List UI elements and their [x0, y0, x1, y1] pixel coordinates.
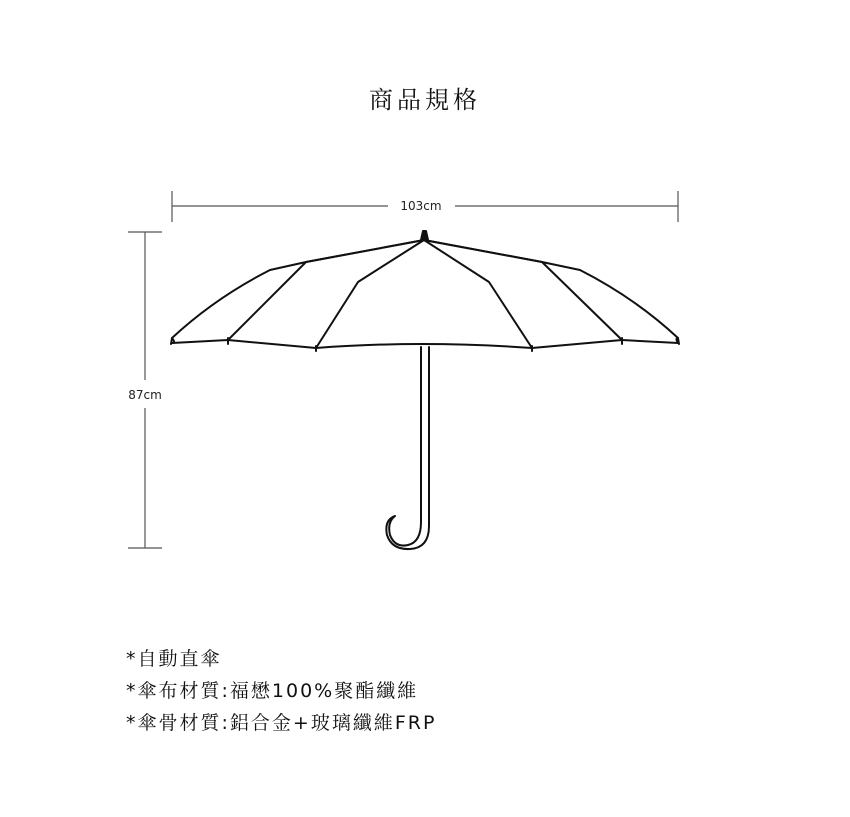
width-dimension-label: 103cm [400, 199, 442, 213]
umbrella-canopy-outline [172, 240, 678, 348]
umbrella-illustration [171, 231, 679, 549]
umbrella-hem-tip [171, 338, 172, 344]
umbrella-hem-tip [678, 338, 679, 344]
height-dimension-label: 87cm [128, 388, 162, 402]
umbrella-rib [228, 240, 424, 340]
page-title: 商品規格 [369, 86, 481, 114]
spec-item-opening: *自動直傘 [126, 648, 222, 670]
spec-list [126, 643, 436, 739]
umbrella-tip [421, 231, 428, 240]
umbrella-shaft-and-handle [386, 347, 429, 549]
spec-item-frame-material: *傘骨材質:鋁合金+玻璃纖維FRP [126, 712, 437, 734]
spec-item-canopy-material: *傘布材質:福懋100%聚酯纖維 [126, 680, 419, 702]
umbrella-rib [424, 240, 622, 340]
